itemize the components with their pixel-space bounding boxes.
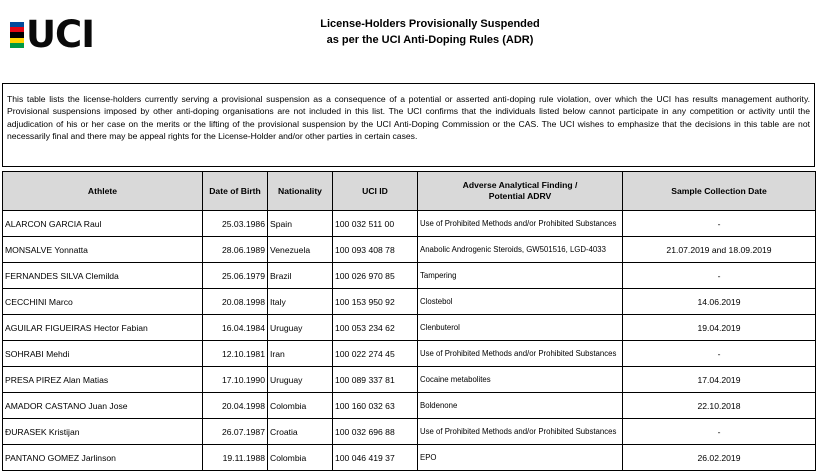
cell-finding: Clenbuterol bbox=[418, 315, 623, 341]
table-row bbox=[3, 367, 816, 393]
suspensions-table bbox=[2, 171, 816, 471]
rainbow-stripes-icon bbox=[10, 22, 24, 48]
cell-finding: Use of Prohibited Methods and/or Prohibited Substances bbox=[418, 341, 623, 367]
cell-nationality: Croatia bbox=[268, 419, 333, 445]
cell-nationality: Spain bbox=[268, 211, 333, 237]
cell-nationality: Uruguay bbox=[268, 315, 333, 341]
cell-nationality: Colombia bbox=[268, 393, 333, 419]
table-row bbox=[3, 315, 816, 341]
cell-finding: Tampering bbox=[418, 263, 623, 289]
cell-finding: Anabolic Androgenic Steroids, GW501516, LGD-4033 bbox=[418, 237, 623, 263]
cell-sample-date: - bbox=[623, 263, 816, 289]
cell-sample-date: 22.10.2018 bbox=[623, 393, 816, 419]
table-row bbox=[3, 263, 816, 289]
cell-dob: 12.10.1981 bbox=[203, 341, 268, 367]
cell-dob: 25.06.1979 bbox=[203, 263, 268, 289]
document-title bbox=[230, 16, 630, 48]
cell-nationality: Colombia bbox=[268, 445, 333, 471]
cell-nationality: Iran bbox=[268, 341, 333, 367]
table-row bbox=[3, 393, 816, 419]
cell-uci-id: 100 160 032 63 bbox=[333, 393, 418, 419]
cell-sample-date: 26.02.2019 bbox=[623, 445, 816, 471]
cell-uci-id: 100 089 337 81 bbox=[333, 367, 418, 393]
cell-uci-id: 100 032 696 88 bbox=[333, 419, 418, 445]
table-row bbox=[3, 341, 816, 367]
table-header-row bbox=[3, 172, 816, 211]
column-header-dob: Date of Birth bbox=[203, 172, 268, 211]
cell-sample-date: - bbox=[623, 211, 816, 237]
cell-sample-date: 21.07.2019 and 18.09.2019 bbox=[623, 237, 816, 263]
cell-athlete: MONSALVE Yonnatta bbox=[3, 237, 203, 263]
cell-uci-id: 100 022 274 45 bbox=[333, 341, 418, 367]
table-row bbox=[3, 237, 816, 263]
cell-dob: 26.07.1987 bbox=[203, 419, 268, 445]
title-line-2: as per the UCI Anti-Doping Rules (ADR) bbox=[326, 34, 534, 46]
cell-dob: 19.11.1988 bbox=[203, 445, 268, 471]
document-header bbox=[0, 0, 818, 70]
cell-athlete: FERNANDES SILVA Clemilda bbox=[3, 263, 203, 289]
uci-logo bbox=[10, 13, 94, 56]
cell-uci-id: 100 026 970 85 bbox=[333, 263, 418, 289]
cell-sample-date: - bbox=[623, 341, 816, 367]
cell-uci-id: 100 093 408 78 bbox=[333, 237, 418, 263]
cell-sample-date: 19.04.2019 bbox=[623, 315, 816, 341]
cell-sample-date: 17.04.2019 bbox=[623, 367, 816, 393]
cell-athlete: PANTANO GOMEZ Jarlinson bbox=[3, 445, 203, 471]
cell-finding: EPO bbox=[418, 445, 623, 471]
title-line-1: License-Holders Provisionally Suspended bbox=[320, 18, 540, 30]
cell-uci-id: 100 053 234 62 bbox=[333, 315, 418, 341]
table-body bbox=[3, 211, 816, 471]
cell-nationality: Venezuela bbox=[268, 237, 333, 263]
cell-athlete: CECCHINI Marco bbox=[3, 289, 203, 315]
cell-dob: 25.03.1986 bbox=[203, 211, 268, 237]
cell-finding: Boldenone bbox=[418, 393, 623, 419]
logo-text: UCI bbox=[26, 13, 94, 56]
column-header-finding: Adverse Analytical Finding / Potential ADRV bbox=[418, 172, 623, 211]
cell-dob: 16.04.1984 bbox=[203, 315, 268, 341]
intro-paragraph: This table lists the license-holders currently serving a provisional suspension as a consequence of a potential or asserted anti-doping rule violation, over which the UCI has results management authority. Provisional suspensions imposed by other anti-doping organisations are not included in this list. The UCI confirms that the individuals listed below cannot participate in any competition or activity until the adjudication of his or her case on the merits or the lifting of the provisional suspension by the UCI Anti-Doping Commission or the CAS. The UCI wishes to emphasize that the decisions in this table are not necessarily final and there may be appeal rights for the License-Holder and/or other parties in certain cases. bbox=[2, 83, 815, 167]
column-header-sample-date: Sample Collection Date bbox=[623, 172, 816, 211]
cell-uci-id: 100 153 950 92 bbox=[333, 289, 418, 315]
cell-finding: Use of Prohibited Methods and/or Prohibited Substances bbox=[418, 211, 623, 237]
cell-athlete: ALARCON GARCIA Raul bbox=[3, 211, 203, 237]
cell-finding: Clostebol bbox=[418, 289, 623, 315]
cell-nationality: Italy bbox=[268, 289, 333, 315]
cell-finding: Cocaine metabolites bbox=[418, 367, 623, 393]
column-header-nationality: Nationality bbox=[268, 172, 333, 211]
cell-athlete: ĐURASEK Kristijan bbox=[3, 419, 203, 445]
table-row bbox=[3, 445, 816, 471]
table-row bbox=[3, 289, 816, 315]
table-row bbox=[3, 211, 816, 237]
cell-uci-id: 100 046 419 37 bbox=[333, 445, 418, 471]
table-row bbox=[3, 419, 816, 445]
cell-dob: 28.06.1989 bbox=[203, 237, 268, 263]
cell-dob: 17.10.1990 bbox=[203, 367, 268, 393]
cell-athlete: PRESA PIREZ Alan Matias bbox=[3, 367, 203, 393]
cell-sample-date: - bbox=[623, 419, 816, 445]
cell-nationality: Brazil bbox=[268, 263, 333, 289]
cell-dob: 20.04.1998 bbox=[203, 393, 268, 419]
cell-nationality: Uruguay bbox=[268, 367, 333, 393]
cell-dob: 20.08.1998 bbox=[203, 289, 268, 315]
cell-finding: Use of Prohibited Methods and/or Prohibited Substances bbox=[418, 419, 623, 445]
column-header-athlete: Athlete bbox=[3, 172, 203, 211]
stripe-green bbox=[10, 43, 24, 48]
column-header-uci-id: UCI ID bbox=[333, 172, 418, 211]
cell-athlete: SOHRABI Mehdi bbox=[3, 341, 203, 367]
cell-athlete: AMADOR CASTANO Juan Jose bbox=[3, 393, 203, 419]
cell-sample-date: 14.06.2019 bbox=[623, 289, 816, 315]
cell-uci-id: 100 032 511 00 bbox=[333, 211, 418, 237]
cell-athlete: AGUILAR FIGUEIRAS Hector Fabian bbox=[3, 315, 203, 341]
